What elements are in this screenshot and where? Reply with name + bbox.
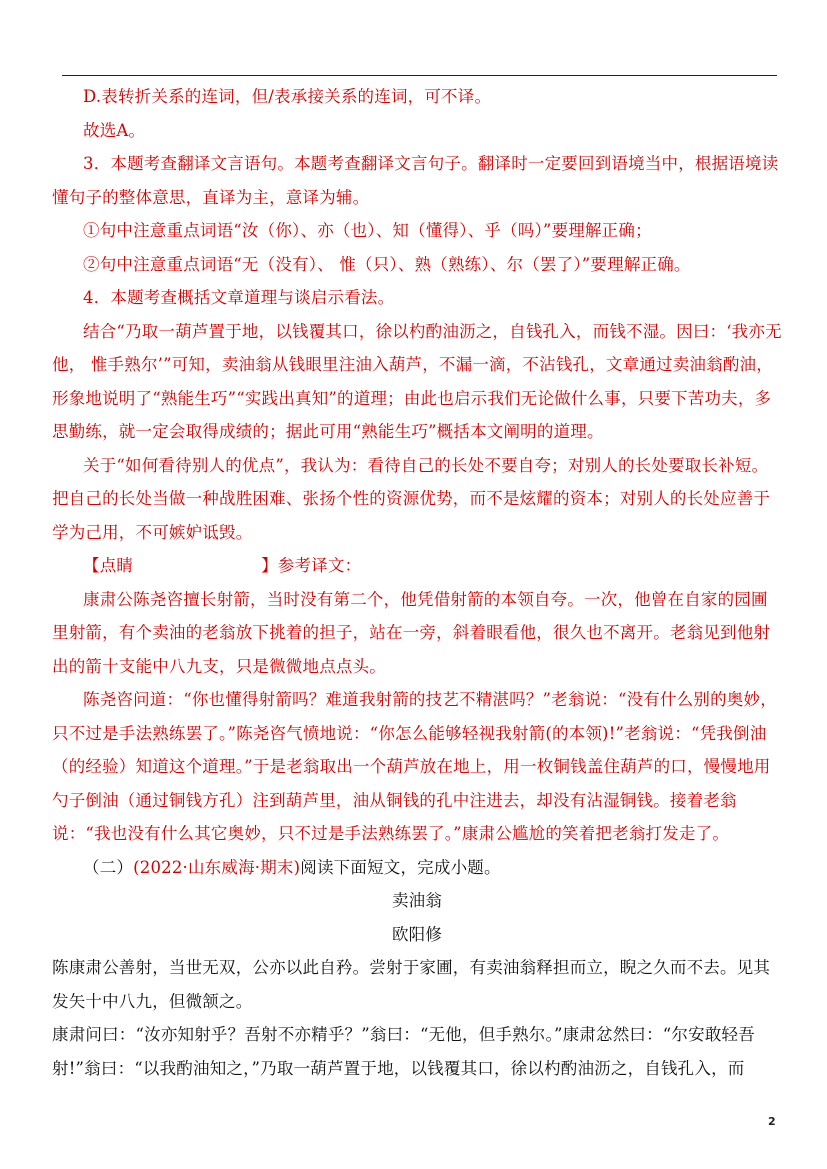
answer-3-point-1: ①句中注意重点词语“汝（你）、亦（也）、知（懂得）、乎（吗）”要理解正确； xyxy=(83,221,652,240)
translation-para-1: 康肃公陈尧咨擅长射箭，当时没有第二个，他凭借射箭的本领自夸。一次，他曾在自家的园圃里射箭，有个卖油的老翁放下挑着的担子，站在一旁，斜着眼看他，很久也不离开。老翁见到他射出的箭十支能中八九支，只是微微地点点头。 xyxy=(52,589,771,676)
section-number: （二） xyxy=(83,857,134,877)
dianjing-label: 【点睛 xyxy=(83,556,134,575)
source-tag: (2022·山东威海·期末) xyxy=(133,857,301,877)
dianjing-heading xyxy=(52,549,782,583)
answer-4-opinion: 关于“如何看待别人的优点”，我认为：看待自己的长处不要自夸；对别人的长处要取长补短。把自己的长处当做一种战胜困难、张扬个性的资源优势，而不是炫耀的资本；对别人的长处应善于学为己用，不可嫉妒诋毁。 xyxy=(52,455,771,542)
header-rule xyxy=(62,75,777,76)
page-number: 2 xyxy=(768,1115,776,1128)
translation-para-2: 陈尧咨问道：“你也懂得射箭吗？难道我射箭的技艺不精湛吗？”老翁说：“没有什么别的奥妙，只不过是手法熟练罢了。”陈尧咨气愤地说：“你怎么能够轻视我射箭(的本领)!”老翁说：“凭我倒油（的经验）知道这个道理。”于是老翁取出一个葫芦放在地上，用一枚铜钱盖住葫芦的口，慢慢地用勺子倒油（通过铜钱方孔）注到葫芦里，油从铜钱的孔中注进去，却没有沾湿铜钱。接着老翁说：“我也没有什么其它奥妙，只不过是手法熟练罢了。”康肃公尴尬的笑着把老翁打发走了。 xyxy=(52,690,777,843)
passage-para-2: 康肃问曰：“汝亦知射乎？吾射不亦精乎？”翁曰：“无他，但手熟尔。”康肃忿然曰：“尔安敢轻吾射!”翁曰：“以我酌油知之，”乃取一葫芦置于地，以钱覆其口，徐以杓酌油沥之，自钱孔入，而 xyxy=(52,1025,755,1078)
page-content xyxy=(52,80,782,1085)
answer-line-d: D.表转折关系的连词，但/表承接关系的连词，可不译。 xyxy=(83,87,492,106)
passage-author: 欧阳修 xyxy=(391,924,443,944)
answer-choice: 故选A。 xyxy=(83,120,146,140)
section-heading xyxy=(52,851,782,885)
passage-title: 卖油翁 xyxy=(391,891,443,910)
passage-para-1: 陈康肃公善射，当世无双，公亦以此自矜。尝射于家圃，有卖油翁释担而立，睨之久而不去。见其发矢十中八九，但微颔之。 xyxy=(52,958,771,1011)
reference-translation-label: 】参考译文： xyxy=(261,556,362,575)
answer-4-intro: 4．本题考查概括文章道理与谈启示看法。 xyxy=(83,288,395,307)
section-instruction: 阅读下面短文，完成小题。 xyxy=(300,857,501,877)
answer-3-intro: 3．本题考查翻译文言语句。本题考查翻译文言句子。翻译时一定要回到语境当中，根据语境读懂句子的整体意思，直译为主，意译为辅。 xyxy=(52,154,779,207)
answer-4-analysis: 结合“乃取一葫芦置于地，以钱覆其口，徐以杓酌油沥之，自钱孔入，而钱不湿。因曰：‘我亦无他， 惟手熟尔’”可知，卖油翁从钱眼里注油入葫芦，不漏一滴，不沾钱孔，文章通过卖油翁酌油，形象地说明了“熟能生巧”“实践出真知”的道理；由此也启示我们无论做什么事，只要下苦功夫，多思勤练，就一定会取得成绩的；据此可用“熟能生巧”概括本文阐明的道理。 xyxy=(52,321,782,441)
answer-3-point-2: ②句中注意重点词语“无（没有）、 惟（只）、熟（熟练）、尔（罢了）”要理解正确。 xyxy=(83,254,691,274)
